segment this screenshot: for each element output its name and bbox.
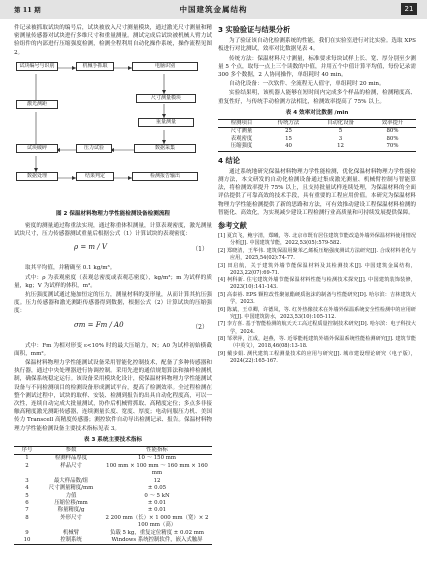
paragraph: 式中：Fm 为相对形变 ε<10% 时的最大压缩力，N；A0 为试样初始横截面积，mm²。: [14, 342, 212, 357]
table-header: 参数: [65, 447, 77, 454]
table-cell: 4: [25, 485, 29, 492]
table-caption: 表 3 系统主要技术指标: [83, 436, 143, 443]
table-header: 效率提升: [381, 120, 404, 127]
table-row: [14, 478, 212, 485]
table-row: [14, 463, 212, 478]
flow-step: 试块破碎: [16, 144, 58, 153]
table-cell: 6: [25, 499, 29, 506]
table-header: 序号: [21, 447, 33, 454]
table-cell: 控制系统: [60, 536, 82, 543]
formula-1: [14, 240, 212, 262]
table-row: [14, 515, 212, 530]
table-cell: 8: [25, 514, 29, 521]
page-header: [0, 0, 427, 19]
paragraph: 取其平均值，并精确至 0.1 kg/m³。: [25, 265, 116, 272]
reference-item: [6] 陈斌，王卓卿，许德凤，等. 红外热像技术在外墙外保温系统安全性检测中的应用研究[J]. 中国建筑防水，2023,53(10):105-112.: [218, 306, 416, 320]
reference-item: [4] 柯科新. 住宅建筑外墙节能保温材料性能与检测技术探究[J]. 中国建筑装饰装修，2023(10):141-143.: [218, 277, 416, 291]
figure-caption: 图 2 保温材料物理力学性能检测设备检测流程: [55, 210, 171, 217]
section-heading: 3 实验验证与结果分析: [218, 25, 291, 34]
table-caption: 表 4 效率对比数据 /min: [285, 109, 349, 116]
table-cell: 100 mm × 100 mm ～ 160 mm × 160 mm: [106, 462, 208, 477]
table-cell: 压缩位移/mm: [54, 499, 88, 506]
paragraph: 密度的测量通过称重法实现，通过称重体积测量，计算表观密度，激光测量试块尺寸，压力传感器测试重量后根据公式（1）计算试块的表观密度：: [14, 223, 212, 238]
table-cell: ± 0.01: [147, 507, 167, 514]
table-cell: 称量精度/g: [57, 507, 85, 514]
table-row: [218, 128, 416, 136]
table-row: [14, 507, 212, 514]
reference-item: [2] 郑晓清，王华伟. 建筑保温用聚苯乙烯板压缩强度测试方法研究[J]. 合成材料老化与应用，2025,54(02):74-77.: [218, 247, 416, 262]
reference-item: [5] 高泰裕. EPS 颗粒改性聚氨酯硬质泡沫的制备与性能研究[D]. 哈尔滨：吉林建筑大学，2023.: [218, 292, 416, 306]
spec-table: [14, 446, 212, 545]
flow-step: 电脑识别: [132, 62, 198, 71]
table-row: [14, 455, 212, 463]
table-cell: 表观密度: [230, 135, 253, 142]
journal-title: 中国建筑金属结构: [179, 5, 248, 14]
table-cell: 12: [153, 477, 161, 484]
reference-item: [8] 邹翠萍，江成，赵燕，等. 近零能耗建筑外墙外保温系统性能检测研究[J]. 建筑节能（中英文），2018,46(08):13-18.: [218, 336, 416, 350]
table-cell: ± 0.01: [147, 499, 167, 506]
table-cell: 1: [25, 455, 29, 462]
table-cell: 40: [285, 143, 292, 150]
table-cell: 80%: [386, 128, 399, 135]
table-cell: 12: [337, 143, 344, 150]
formula-expression: ρ = m / V: [74, 243, 107, 252]
table-header: 性能指标: [146, 447, 168, 454]
table-cell: 负载 5 kg，重复定位精度 ± 0.02 mm: [110, 529, 204, 536]
reference-list: [218, 233, 416, 365]
paragraph: 自动化设备：一次软件、全流程无人值守，单组耗时 20 min。: [229, 81, 385, 88]
table-cell: 10 ～ 150 mm: [138, 455, 176, 462]
flow-step: 激光测距: [16, 100, 58, 109]
right-column: [218, 24, 416, 365]
table-cell: 3: [25, 477, 29, 484]
paragraph: 为了验证该自动化检测系统的性能，我们在实验室进行对比实验。选取 XPS 板进行对比测试，效率对比数据见表 4。: [218, 38, 416, 53]
table-header: 传统方法: [277, 120, 300, 127]
table-cell: 力值: [65, 492, 77, 499]
paragraph: 传统方法：保温材料尺寸测量，标准要求每块试样上长、宽、厚分别至少测量 5 个点，取每一点上三个读数的中值，并用五个中值计算平均值，每份记录需 300 多个数据，2 人协同操作，单组耗时 40 min。: [218, 55, 416, 79]
table-header: 检测项目: [230, 120, 253, 127]
paragraph: 抗压强度测试通过施加恒定的压力，测量材料的变形量，从而计算其抗压强度。压力传感器和激光测距传感器得到数据，根据公式（2）计算试块的压缩强度：: [14, 292, 212, 315]
reference-item: [1] 夏宾飞，鲍宇清，郑曦，等. 北京市既有居住建筑节能改造外墙外保温材料使用情况分析[J]. 中国建筑节能，2022,53(05):579-582.: [218, 233, 416, 247]
table-cell: 10: [23, 536, 31, 543]
references-heading: 参考文献: [218, 221, 247, 231]
issue-number: 第 11 期: [14, 6, 41, 14]
table-cell: 检测样品厚度: [54, 455, 88, 462]
section-heading: 4 结论: [218, 155, 240, 165]
paragraph: 实验结果明，该机器人能够在短时间内完成多个样品的检测，检测精度高、重复性好，与传统手动检测方法相比，检测效率提高了 75% 以上。: [218, 90, 416, 105]
formula-number: （2）: [192, 323, 208, 331]
table-row: [14, 537, 212, 545]
table-cell: 2: [25, 462, 29, 469]
flow-step: 结果判定: [76, 172, 114, 181]
efficiency-table: [218, 119, 416, 152]
table-cell: 0 ～ 5 kN: [144, 492, 170, 499]
flow-step: 数据处理: [16, 172, 58, 181]
table-cell: 15: [285, 135, 292, 142]
table-cell: Windows 系统控制软件，嵌入式触屏: [111, 536, 203, 543]
table-row: [14, 530, 212, 537]
table-cell: 80%: [386, 135, 399, 142]
flowchart: [14, 60, 212, 208]
reference-item: [7] 李方喜. 基于智能检测的航天天工高过程质量控制技术研究[D]. 哈尔滨：电子科技大学，2024.: [218, 321, 416, 335]
flowchart-connectors: [14, 60, 212, 208]
table-row: [14, 493, 212, 500]
table-row: [218, 143, 416, 151]
table-cell: 外形尺寸: [60, 514, 82, 521]
paragraph: 式中：ρ 为表观密度（表观总密度或表观芯密度），kg/m³；m 为试样的质量，kg；V 为试样的体积，m³。: [14, 274, 212, 289]
table-cell: 5: [338, 128, 343, 135]
paragraph: 件记录被抓取试块的编号后，试块被放入尺寸测量模块，通过激光尺寸测量和精密测量传感器对试块进行多维尺寸和重量测量。测试完成后试块被机械人臂力试验组件的内部进行压缩强度检测，检测全程利用自动化操作系统，操作流程见图 2。: [14, 25, 212, 56]
table-cell: 5: [25, 492, 29, 499]
table-cell: 尺寸测量精度/mm: [48, 485, 94, 492]
reference-item: [3] 田启航，关于建筑外墙节能保温材料及其检测技术[J]. 中国建筑金属结构，2023,22(07):69-71.: [218, 262, 416, 276]
table-cell: 最大样品数/组: [53, 477, 89, 484]
table-cell: 3: [338, 135, 343, 142]
flow-step: 重量测量: [138, 118, 194, 127]
flow-step: 机械手抓取: [76, 62, 114, 71]
page-number: 21: [401, 3, 417, 15]
formula-2: [14, 318, 212, 340]
formula-expression: σm = Fm / A0: [74, 320, 124, 329]
left-column: [14, 24, 212, 545]
table-cell: 2 200 mm（长）× 1 000 mm（宽）× 2 100 mm（高）: [105, 514, 209, 529]
flow-step: 压力试验: [76, 144, 112, 153]
table-row: [14, 500, 212, 507]
table-header-row: [14, 447, 212, 455]
paragraph: 通过系统地研究保温材料物理力学性能检测，优化保温材料物理力学性能检测方法，本文研发的自动化检测设备通过集成激光测量、机械臂控制与智能算法，将检测效率提升 75% 以上，且支持批量试样连续处理，为保温材料的全面评估提供了可靠高效的技术手段，具有重要的工程应用价值。本研究为保温材料物理力学性能检测提供了新的思路和方法，可有效推动建设工程保温材料检测的智能化、高效化，为实现减少建设工程检测行业高质量和可持续发展提供保障。: [218, 168, 416, 216]
table-cell: 9: [25, 529, 29, 536]
table-cell: 样品尺寸: [60, 462, 82, 469]
reference-item: [9] 戴步娟. 测代建筑工程测量技术的应用与研究[J]. 城市建设理论研究（电子版），2024(22):165-167.: [218, 350, 416, 364]
table-header: 自动化设备: [327, 120, 354, 127]
flow-step: 数据采集: [134, 144, 196, 153]
table-cell: 7: [25, 507, 29, 514]
table-cell: 机械臂: [62, 529, 80, 536]
table-cell: 尺寸测量: [230, 128, 253, 135]
table-cell: 压缩强度: [230, 143, 253, 150]
formula-number: （1）: [192, 246, 208, 254]
paragraph: 保温材料物理力学性能测试设备采用智能化控制技术，配备了多种传感器和执行器，通过中央处理器进行协调控制。采用先进的通信规划算法和抽样检测机制，确保系统稳定运行。该设备采用模块化设计，使保温材料物理力学性能测试设备与不同检测项目的检测设备形成测试平台，提高了检测效率。全过程检测在整个测试过程中，试块的取样、安装、检测到报告的出具自动化程度高，可以一次性，连续自动完成大批量测试，协作后机械臂抓取、高精度定位；多点多非接触高精度激光测距传感器，连续测量长度、宽度、厚度；电动同服压力机、美国传力 Transcell 高精度传感器；测控软件自动导出检测记录、报告。保温材料物理力学性能检测设备主要技术指标见表 3。: [14, 360, 212, 432]
table-cell: ± 0.05: [147, 485, 167, 492]
table-cell: 70%: [386, 143, 399, 150]
table-row: [14, 485, 212, 492]
flow-step: 试块编号与识别: [16, 62, 58, 71]
flow-step: 尺寸测量模块: [136, 94, 196, 103]
table-header-row: [218, 120, 416, 128]
table-cell: 25: [285, 128, 292, 135]
flow-step: 检测报告输出: [132, 172, 198, 181]
